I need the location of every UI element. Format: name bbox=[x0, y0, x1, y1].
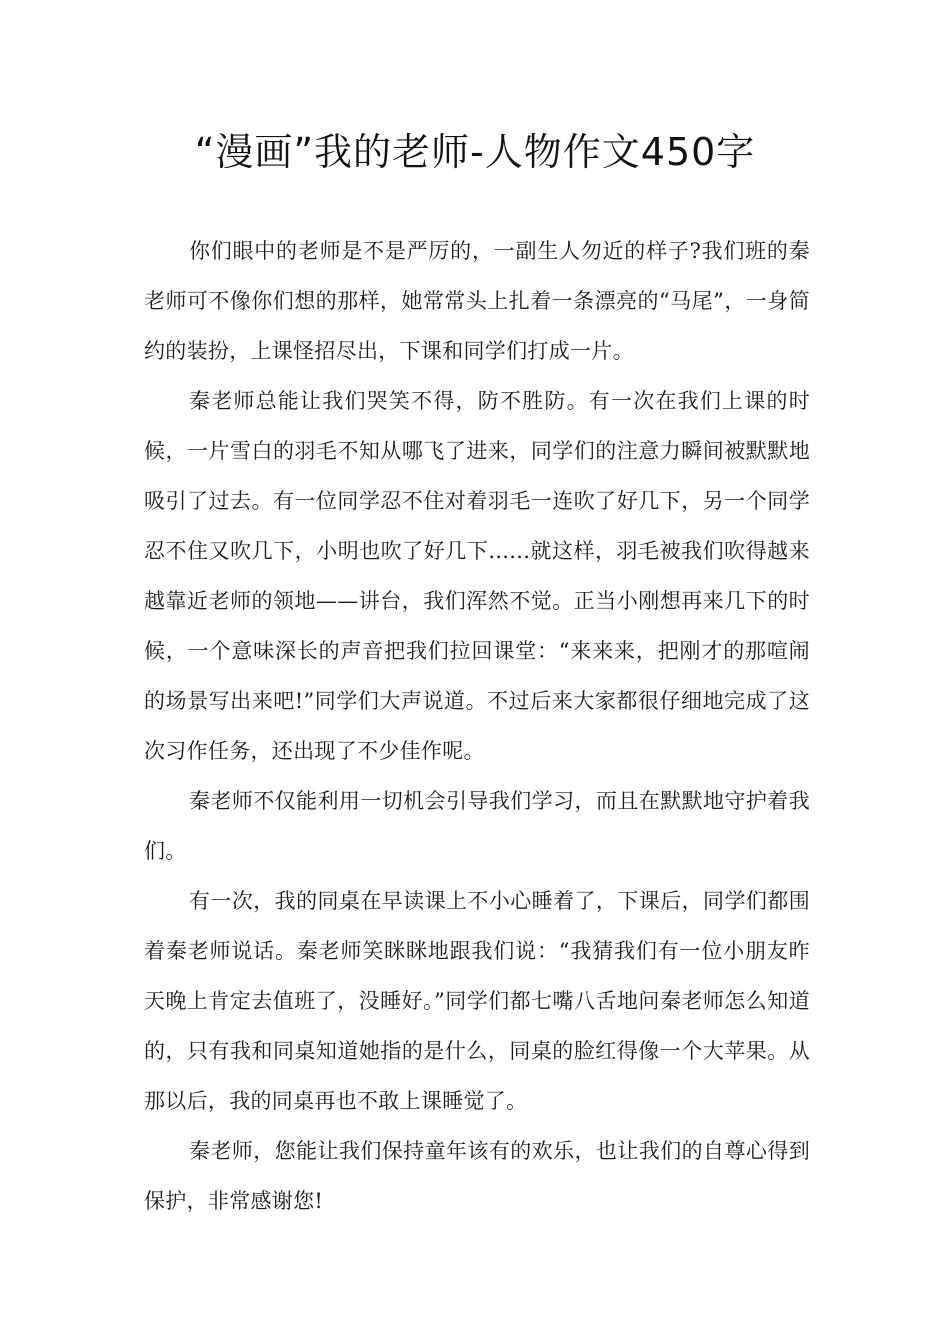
document-title: “漫画”我的老师-人物作文450字 bbox=[194, 130, 756, 174]
paragraph-5: 秦老师，您能让我们保持童年该有的欢乐，也让我们的自尊心得到保护，非常感谢您! bbox=[144, 1139, 810, 1213]
document-body bbox=[144, 226, 810, 1226]
paragraph-4: 有一次，我的同桌在早读课上不小心睡着了，下课后，同学们都围着秦老师说话。秦老师笑眯眯地跟我们说：“我猜我们有一位小朋友昨天晚上肯定去值班了，没睡好。”同学们都七嘴八舌地问秦老师怎么知道的，只有我和同桌知道她指的是什么，同桌的脸红得像一个大苹果。从那以后，我的同桌再也不敢上课睡觉了。 bbox=[144, 889, 810, 1113]
paragraph-1: 你们眼中的老师是不是严厉的，一副生人勿近的样子?我们班的秦老师可不像你们想的那样，她常常头上扎着一条漂亮的“马尾”，一身简约的装扮，上课怪招尽出，下课和同学们打成一片。 bbox=[144, 239, 810, 363]
paragraph-3: 秦老师不仅能利用一切机会引导我们学习，而且在默默地守护着我们。 bbox=[144, 789, 810, 863]
paragraph-2: 秦老师总能让我们哭笑不得，防不胜防。有一次在我们上课的时候，一片雪白的羽毛不知从哪飞了进来，同学们的注意力瞬间被默默地吸引了过去。有一位同学忍不住对着羽毛一连吹了好几下，另一个同学忍不住又吹几下，小明也吹了好几下......就这样，羽毛被我们吹得越来越靠近老师的领地——讲台，我们浑然不觉。正当小刚想再来几下的时候，一个意味深长的声音把我们拉回课堂：“来来来，把刚才的那喧闹的场景写出来吧!”同学们大声说道。不过后来大家都很仔细地完成了这次习作任务，还出现了不少佳作呢。 bbox=[144, 389, 810, 763]
